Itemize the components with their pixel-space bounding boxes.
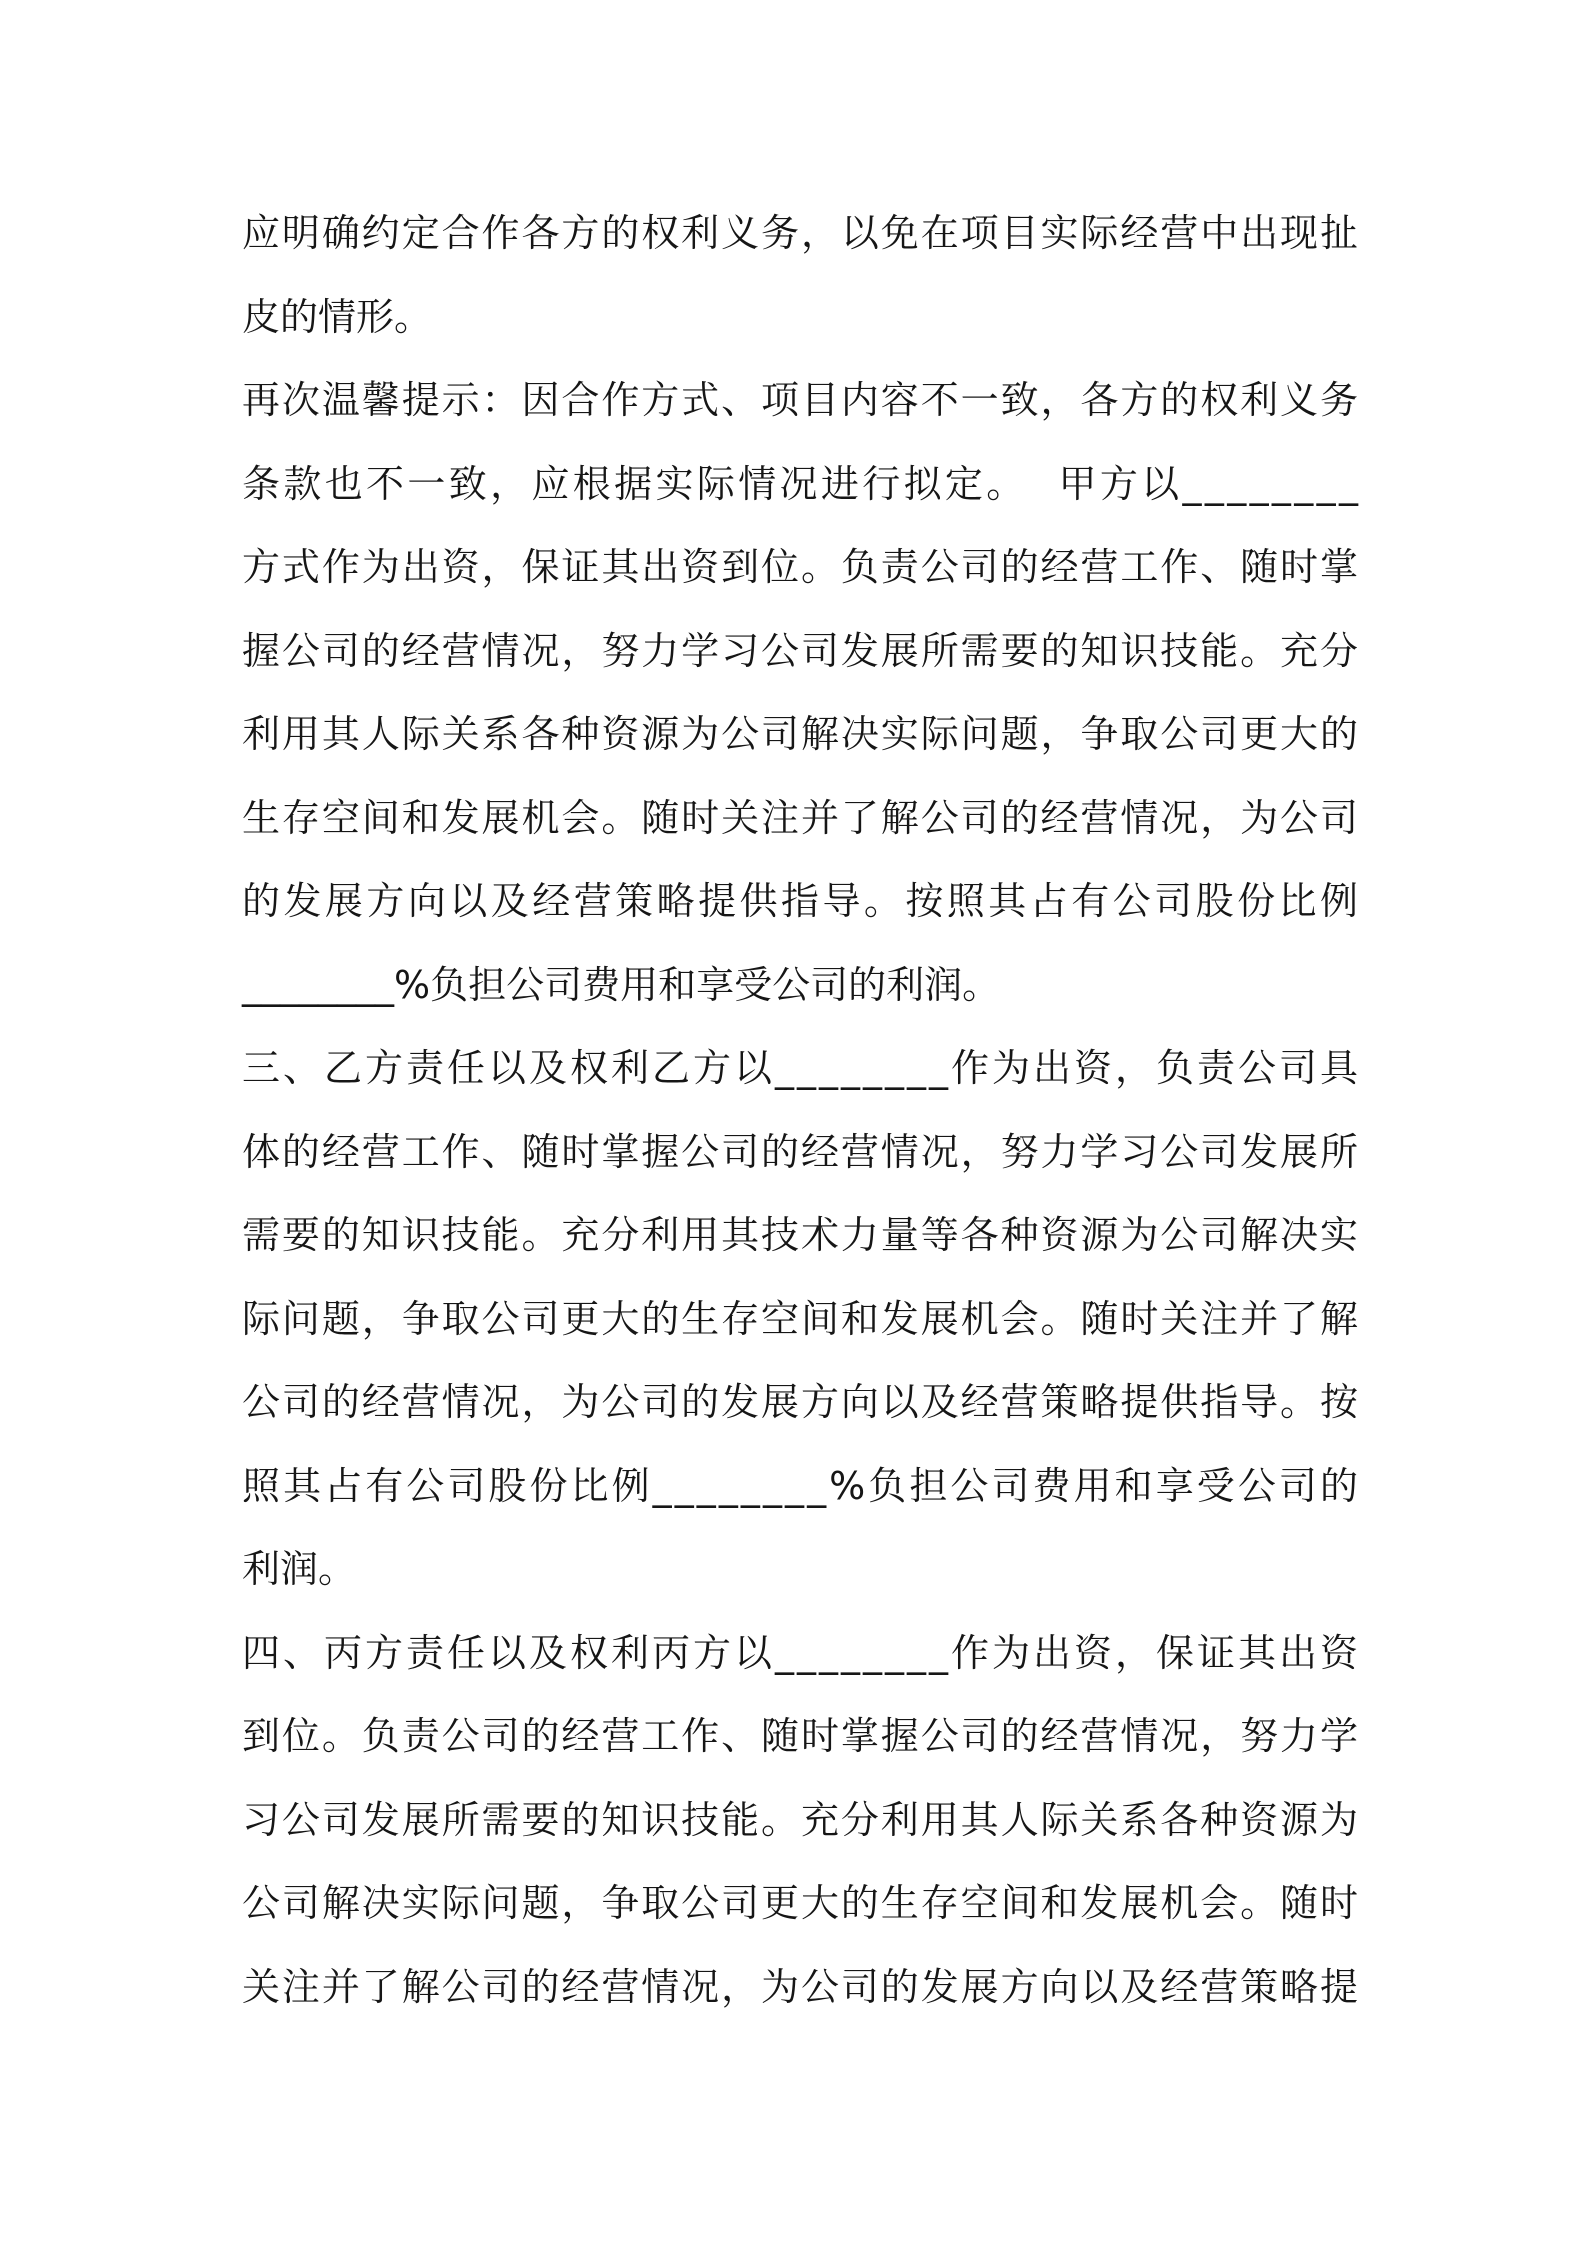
text-line: 的发展方向以及经营策略提供指导。按照其占有公司股份比例 bbox=[242, 879, 1362, 923]
text-line: 公司的经营情况，为公司的发展方向以及经营策略提供指导。按 bbox=[242, 1380, 1360, 1424]
text-line: 到位。负责公司的经营工作、随时掌握公司的经营情况，努力学 bbox=[242, 1714, 1360, 1758]
text-line: 生存空间和发展机会。随时关注并了解公司的经营情况，为公司 bbox=[242, 795, 1360, 840]
text-line: 利用其人际关系各种资源为公司解决实际问题，争取公司更大的 bbox=[242, 712, 1360, 756]
text-line: 体的经营工作、随时掌握公司的经营情况，努力学习公司发展所 bbox=[242, 1129, 1360, 1174]
text-line: 际问题，争取公司更大的生存空间和发展机会。随时关注并了解 bbox=[242, 1296, 1360, 1341]
text-line: ________%负担公司费用和享受公司的利润。 bbox=[242, 962, 1001, 1007]
text-line: 公司解决实际问题，争取公司更大的生存空间和发展机会。随时 bbox=[242, 1881, 1360, 1925]
text-line: 利润。 bbox=[242, 1547, 357, 1591]
text-line: 需要的知识技能。充分利用其技术力量等各种资源为公司解决实 bbox=[242, 1213, 1360, 1257]
text-line: 再次温馨提示：因合作方式、项目内容不一致，各方的权利义务 bbox=[242, 378, 1360, 422]
document-body bbox=[242, 192, 1362, 2029]
text-line: 四、丙方责任以及权利丙方以________作为出资，保证其出资 bbox=[242, 1630, 1361, 1675]
text-line: 习公司发展所需要的知识技能。充分利用其人际关系各种资源为 bbox=[242, 1797, 1360, 1842]
text-line: 方式作为出资，保证其出资到位。负责公司的经营工作、随时掌 bbox=[242, 545, 1360, 589]
text-line: 应明确约定合作各方的权利义务，以免在项目实际经营中出现扯 bbox=[242, 211, 1360, 255]
text-line: 皮的情形。 bbox=[242, 294, 433, 339]
text-line: 照其占有公司股份比例________%负担公司费用和享受公司的 bbox=[242, 1463, 1362, 1508]
text-line: 握公司的经营情况，努力学习公司发展所需要的知识技能。充分 bbox=[242, 628, 1360, 673]
text-line: 关注并了解公司的经营情况，为公司的发展方向以及经营策略提 bbox=[242, 1964, 1360, 2009]
text-line: 三、乙方责任以及权利乙方以________作为出资，负责公司具 bbox=[242, 1046, 1361, 1090]
text-line: 条款也不一致，应根据实际情况进行拟定。 甲方以________ bbox=[242, 461, 1362, 506]
